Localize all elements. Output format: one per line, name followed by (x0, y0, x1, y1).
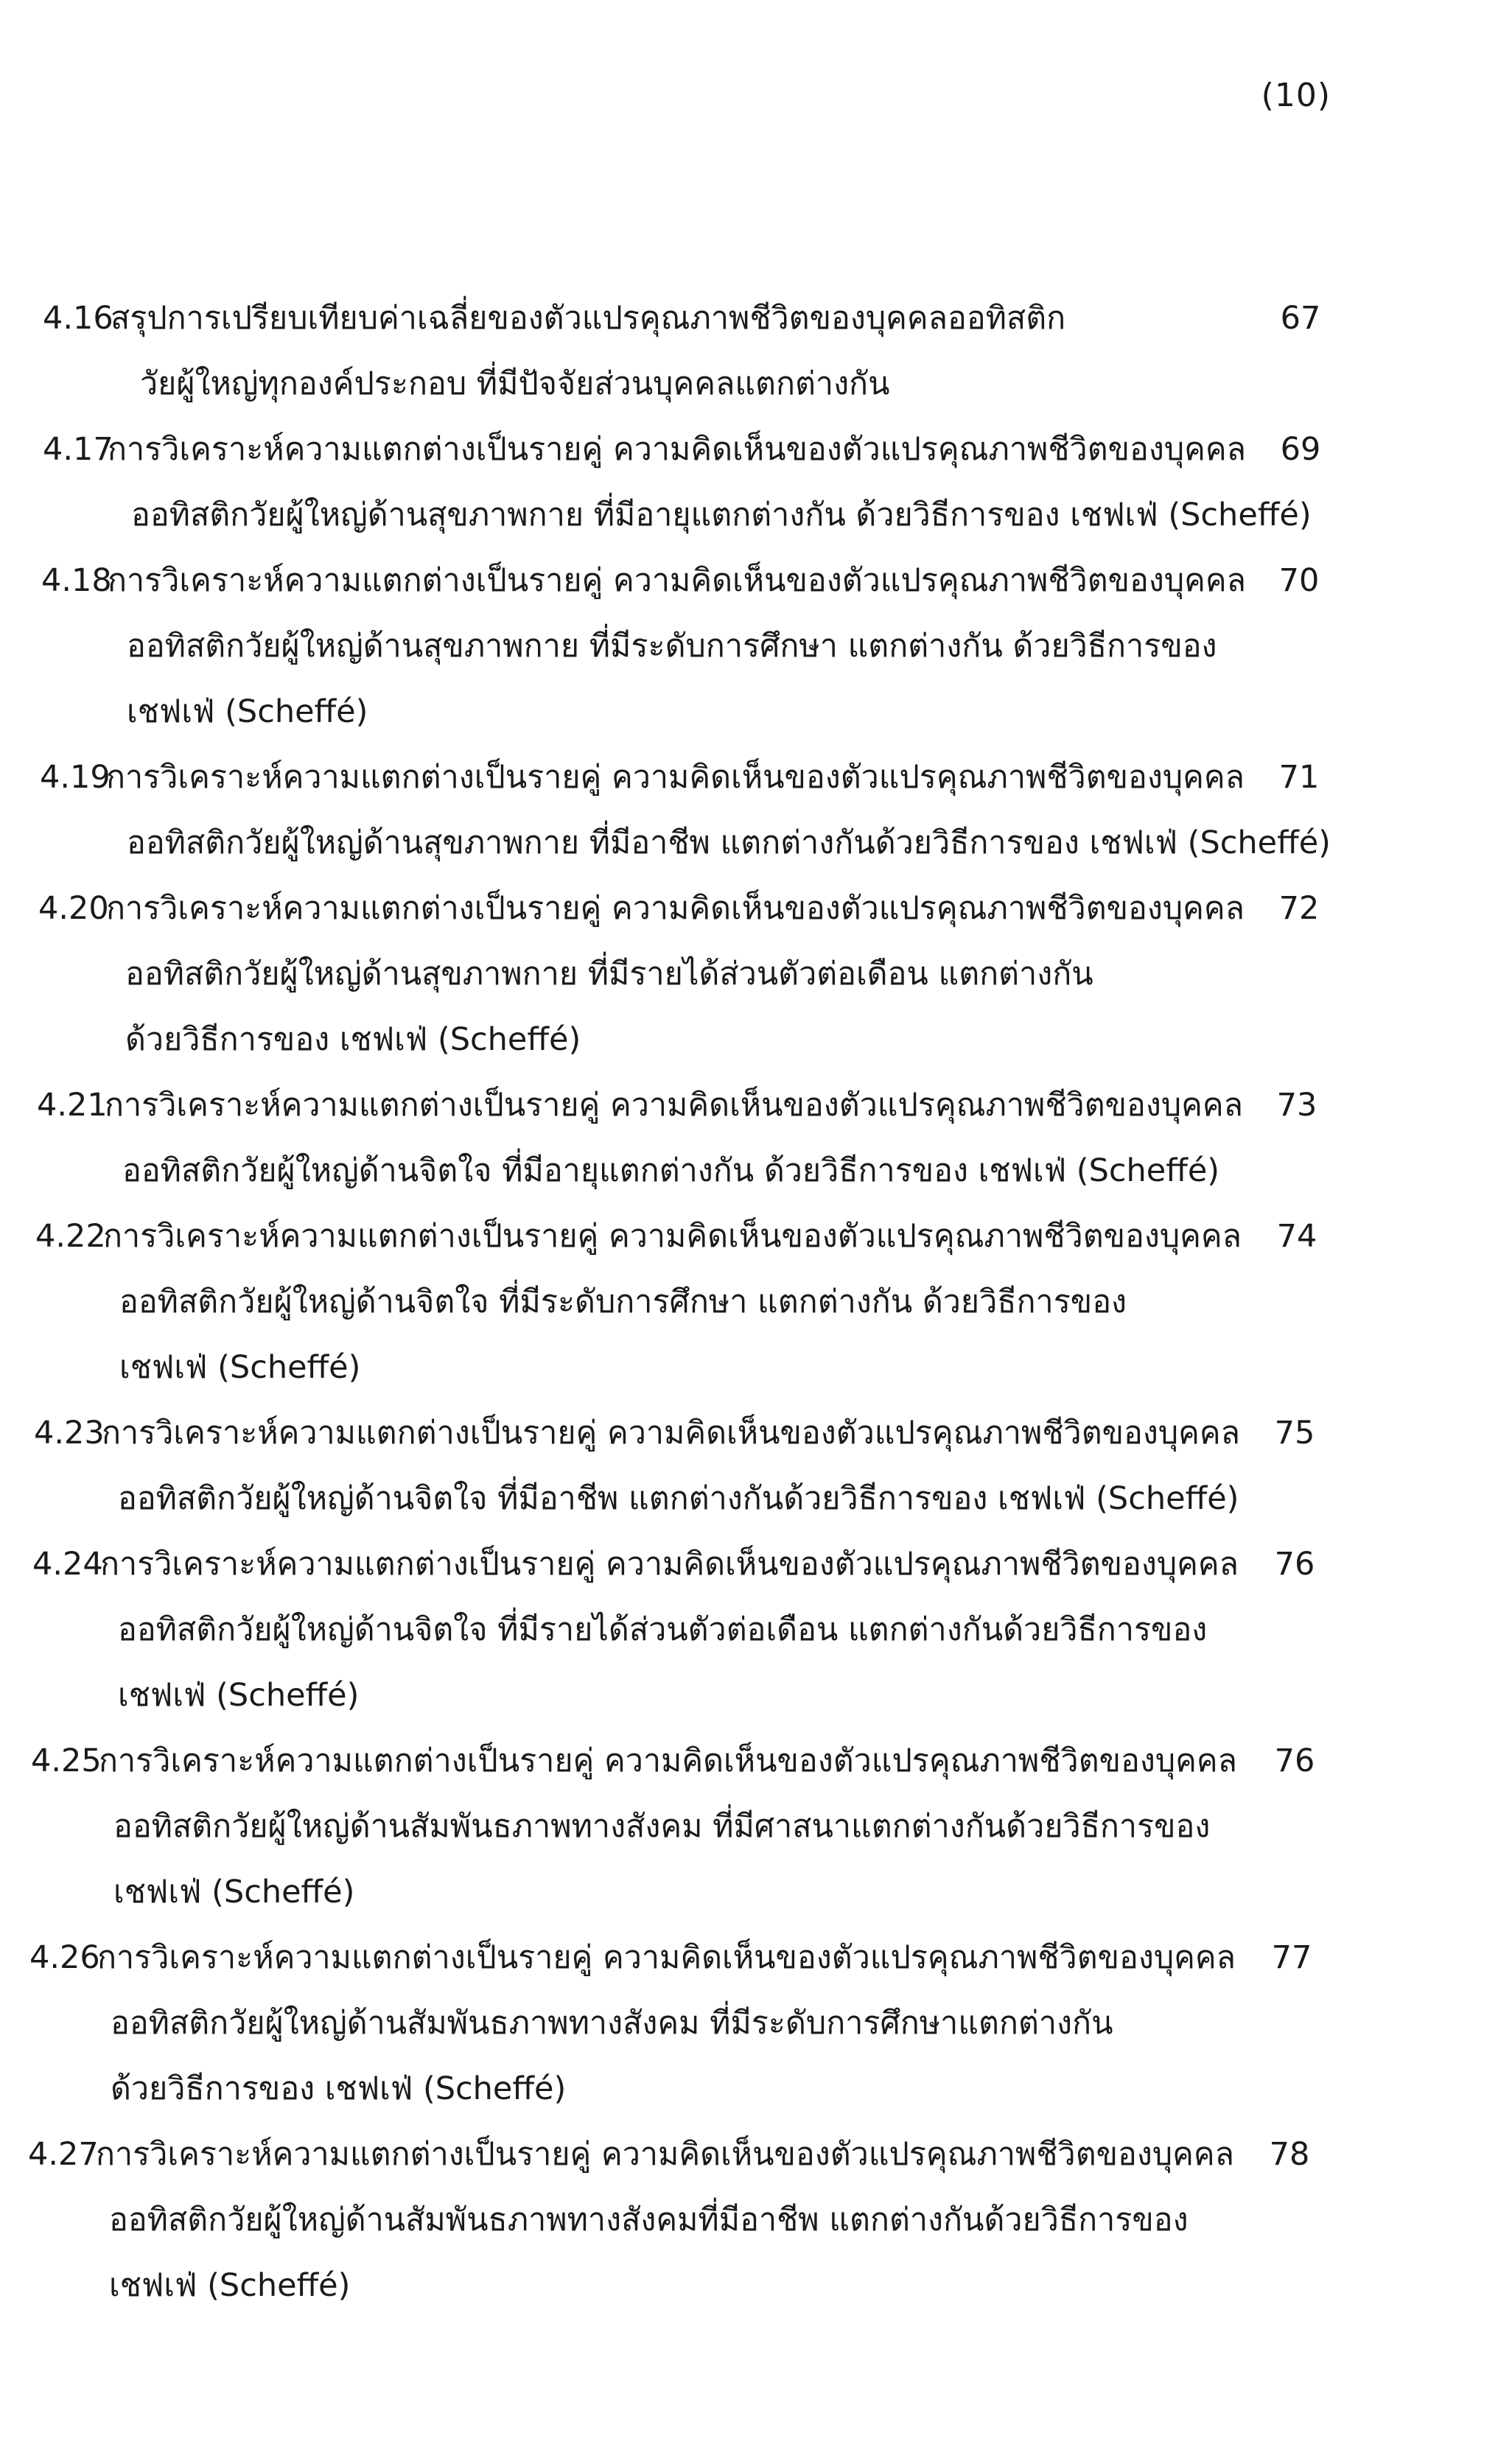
table-number: 4.27 (28, 2136, 99, 2173)
table-title: การวิเคราะห์ความแตกต่างเป็นรายคู่ ความคิดเห็นของตัวแปรคุณภาพชีวิตของบุคคล (108, 431, 1247, 468)
table-title: การวิเคราะห์ความแตกต่างเป็นรายคู่ ความคิดเห็นของตัวแปรคุณภาพชีวิตของบุคคล (100, 1546, 1239, 1583)
toc-entry (0, 2122, 1512, 2319)
table-number: 4.23 (34, 1415, 105, 1451)
toc-entry-line (0, 1729, 1512, 1794)
table-title-continuation: ด้วยวิธีการของ เชฟเฟ่ (Scheffé) (125, 1021, 581, 1058)
toc-entry-line (0, 2122, 1512, 2188)
toc-entry-line (0, 1401, 1512, 1466)
toc-entry (0, 1204, 1512, 1401)
table-title-continuation: เชฟเฟ่ (Scheffé) (127, 693, 368, 730)
toc-entry-line (0, 1269, 1512, 1335)
table-number: 4.18 (41, 562, 112, 599)
toc-entry-line (0, 1007, 1512, 1073)
toc-entry (0, 417, 1512, 548)
toc-entry (0, 1073, 1512, 1204)
page-reference: 67 (1280, 300, 1321, 337)
toc-entry (0, 1729, 1512, 1925)
toc-entry-line (0, 1991, 1512, 2056)
page-reference: 72 (1278, 890, 1320, 927)
toc-entry-line (0, 1466, 1512, 1532)
page-reference: 76 (1274, 1546, 1315, 1583)
table-of-contents (0, 286, 1512, 2319)
table-title-continuation: ออทิสติกวัยผู้ใหญ่ด้านจิตใจ ที่มีอายุแตกต่างกัน ด้วยวิธีการของ เชฟเฟ่ (Scheffé) (122, 1152, 1220, 1189)
toc-entry-line (0, 1204, 1512, 1269)
toc-entry (0, 1401, 1512, 1532)
toc-entry-line (0, 1073, 1512, 1138)
toc-entry (0, 1925, 1512, 2122)
toc-entry-line (0, 1794, 1512, 1860)
toc-entry-line (0, 2056, 1512, 2122)
table-title: การวิเคราะห์ความแตกต่างเป็นรายคู่ ความคิดเห็นของตัวแปรคุณภาพชีวิตของบุคคล (106, 759, 1245, 796)
page-reference: 77 (1271, 1939, 1312, 1976)
toc-entry (0, 745, 1512, 876)
toc-entry-line (0, 1532, 1512, 1597)
toc-entry-line (0, 417, 1512, 483)
table-title: การวิเคราะห์ความแตกต่างเป็นรายคู่ ความคิดเห็นของตัวแปรคุณภาพชีวิตของบุคคล (99, 1743, 1238, 1779)
page-reference: 71 (1278, 759, 1320, 796)
table-title-continuation: เชฟเฟ่ (Scheffé) (109, 2267, 351, 2304)
toc-entry-line (0, 1335, 1512, 1401)
toc-entry-line (0, 548, 1512, 614)
page-reference: 70 (1278, 562, 1320, 599)
table-title: การวิเคราะห์ความแตกต่างเป็นรายคู่ ความคิดเห็นของตัวแปรคุณภาพชีวิตของบุคคล (108, 562, 1247, 599)
table-number: 4.25 (31, 1743, 102, 1779)
toc-entry (0, 876, 1512, 1073)
table-title-continuation: ออทิสติกวัยผู้ใหญ่ด้านสัมพันธภาพทางสังคม ที่มีศาสนาแตกต่างกันด้วยวิธีการของ (113, 1808, 1211, 1845)
toc-entry-line (0, 286, 1512, 351)
toc-entry-line (0, 679, 1512, 745)
toc-entry-line (0, 1663, 1512, 1729)
table-title-continuation: ด้วยวิธีการของ เชฟเฟ่ (Scheffé) (111, 2070, 567, 2107)
toc-entry (0, 286, 1512, 417)
toc-entry-line (0, 1138, 1512, 1204)
table-title-continuation: ออทิสติกวัยผู้ใหญ่ด้านสัมพันธภาพทางสังคม ที่มีระดับการศึกษาแตกต่างกัน (111, 2005, 1113, 2042)
table-number: 4.17 (43, 431, 113, 468)
table-title: การวิเคราะห์ความแตกต่างเป็นรายคู่ ความคิดเห็นของตัวแปรคุณภาพชีวิตของบุคคล (105, 1087, 1244, 1124)
table-title: สรุปการเปรียบเทียบค่าเฉลี่ยของตัวแปรคุณภาพชีวิตของบุคคลออทิสติก (111, 300, 1066, 337)
table-number: 4.24 (32, 1546, 103, 1583)
table-title-continuation: ออทิสติกวัยผู้ใหญ่ด้านจิตใจ ที่มีอาชีพ แตกต่างกันด้วยวิธีการของ เชฟเฟ่ (Scheffé) (118, 1480, 1239, 1517)
toc-entry-line (0, 1925, 1512, 1991)
page-reference: 69 (1280, 431, 1321, 468)
page-reference: 76 (1274, 1743, 1315, 1779)
table-title-continuation: ออทิสติกวัยผู้ใหญ่ด้านจิตใจ ที่มีรายได้ส่วนตัวต่อเดือน แตกต่างกันด้วยวิธีการของ (118, 1611, 1208, 1648)
table-number: 4.26 (29, 1939, 100, 1976)
table-title-continuation: วัยผู้ใหญ่ทุกองค์ประกอบ ที่มีปัจจัยส่วนบุคคลแตกต่างกัน (140, 365, 890, 402)
table-number: 4.19 (40, 759, 111, 796)
table-title-continuation: เชฟเฟ่ (Scheffé) (119, 1349, 361, 1386)
table-title-continuation: ออทิสติกวัยผู้ใหญ่ด้านสุขภาพกาย ที่มีรายได้ส่วนตัวต่อเดือน แตกต่างกัน (125, 956, 1093, 992)
table-title-continuation: ออทิสติกวัยผู้ใหญ่ด้านสุขภาพกาย ที่มีระดับการศึกษา แตกต่างกัน ด้วยวิธีการของ (127, 628, 1217, 665)
table-title: การวิเคราะห์ความแตกต่างเป็นรายคู่ ความคิดเห็นของตัวแปรคุณภาพชีวิตของบุคคล (97, 1939, 1236, 1976)
toc-entry-line (0, 483, 1512, 548)
table-title-continuation: เชฟเฟ่ (Scheffé) (118, 1677, 360, 1714)
toc-entry-line (0, 2188, 1512, 2253)
table-title-continuation: ออทิสติกวัยผู้ใหญ่ด้านสุขภาพกาย ที่มีอาชีพ แตกต่างกันด้วยวิธีการของ เชฟเฟ่ (Scheffé) (127, 824, 1331, 861)
toc-entry-line (0, 614, 1512, 679)
page-number: (10) (1261, 77, 1331, 114)
table-title: การวิเคราะห์ความแตกต่างเป็นรายคู่ ความคิดเห็นของตัวแปรคุณภาพชีวิตของบุคคล (96, 2136, 1235, 2173)
table-title-continuation: เชฟเฟ่ (Scheffé) (113, 1874, 355, 1911)
table-number: 4.22 (35, 1218, 106, 1255)
table-title-continuation: ออทิสติกวัยผู้ใหญ่ด้านสุขภาพกาย ที่มีอายุแตกต่างกัน ด้วยวิธีการของ เชฟเฟ่ (Scheffé) (131, 497, 1312, 533)
toc-entry-line (0, 1597, 1512, 1663)
table-number: 4.20 (38, 890, 109, 927)
toc-entry-line (0, 876, 1512, 942)
table-number: 4.21 (37, 1087, 108, 1124)
toc-entry (0, 1532, 1512, 1729)
table-title-continuation: ออทิสติกวัยผู้ใหญ่ด้านจิตใจ ที่มีระดับการศึกษา แตกต่างกัน ด้วยวิธีการของ (119, 1283, 1127, 1320)
page-reference: 78 (1269, 2136, 1310, 2173)
toc-entry-line (0, 942, 1512, 1007)
toc-entry-line (0, 2253, 1512, 2319)
toc-entry-line (0, 1860, 1512, 1925)
table-title: การวิเคราะห์ความแตกต่างเป็นรายคู่ ความคิดเห็นของตัวแปรคุณภาพชีวิตของบุคคล (103, 1218, 1242, 1255)
page-reference: 74 (1276, 1218, 1317, 1255)
table-title-continuation: ออทิสติกวัยผู้ใหญ่ด้านสัมพันธภาพทางสังคมที่มีอาชีพ แตกต่างกันด้วยวิธีการของ (109, 2202, 1189, 2238)
table-number: 4.16 (43, 300, 113, 337)
toc-entry-line (0, 745, 1512, 810)
table-title: การวิเคราะห์ความแตกต่างเป็นรายคู่ ความคิดเห็นของตัวแปรคุณภาพชีวิตของบุคคล (102, 1415, 1241, 1451)
toc-entry (0, 548, 1512, 745)
page-reference: 73 (1276, 1087, 1317, 1124)
page-reference: 75 (1274, 1415, 1315, 1451)
toc-entry-line (0, 810, 1512, 876)
toc-entry-line (0, 351, 1512, 417)
table-title: การวิเคราะห์ความแตกต่างเป็นรายคู่ ความคิดเห็นของตัวแปรคุณภาพชีวิตของบุคคล (106, 890, 1245, 927)
